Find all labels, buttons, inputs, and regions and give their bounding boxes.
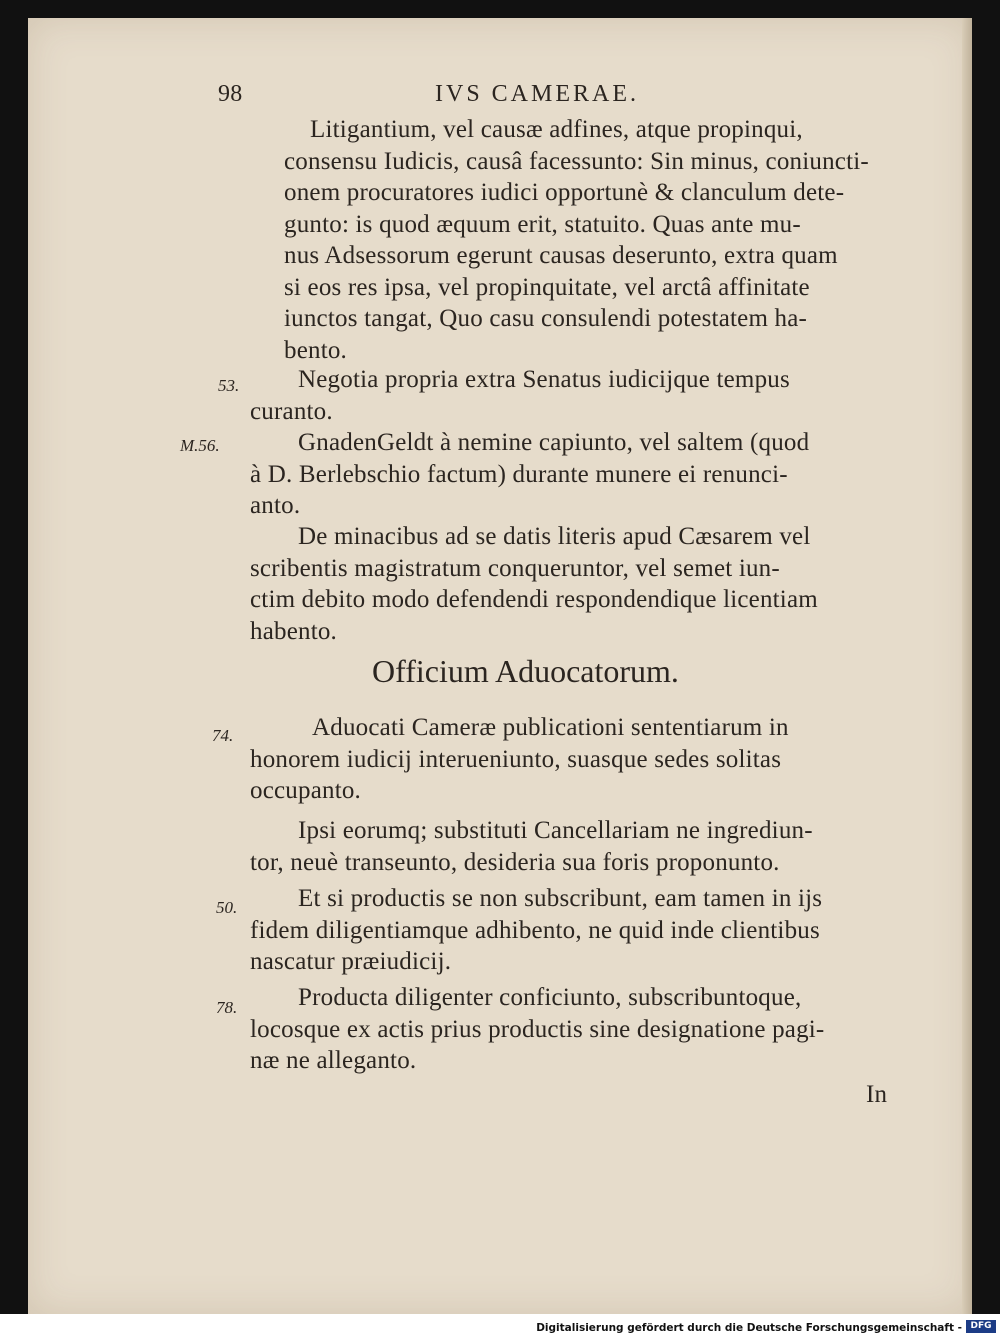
digitization-credit: Digitalisierung gefördert durch die Deutsche Forschungsgemeinschaft - <box>536 1322 962 1334</box>
text-line: Negotia propria extra Senatus iudicijque tempus <box>298 366 790 393</box>
text-line: si eos res ipsa, vel propinquitate, vel arctâ affinitate <box>284 273 810 301</box>
text-line: Et si productis se non subscribunt, eam tamen in ijs <box>298 885 823 912</box>
text-line: consensu Iudicis, causâ facessunto: Sin minus, coniuncti- <box>284 147 869 175</box>
paragraph <box>250 883 822 978</box>
text-line: habento. <box>250 617 337 645</box>
paragraph <box>284 114 869 366</box>
text-line: locosque ex actis prius productis sine designatione pagi- <box>250 1015 825 1043</box>
page-edge <box>962 18 972 1314</box>
text-line: scribentis magistratum conqueruntor, vel semet iun- <box>250 554 780 582</box>
text-line: GnadenGeldt à nemine capiunto, vel saltem (quod <box>298 429 810 456</box>
page-number: 98 <box>218 81 243 107</box>
dfg-logo: DFG <box>966 1320 996 1333</box>
text-line: Ipsi eorumq; substituti Cancellariam ne ingrediun- <box>298 817 813 844</box>
text-line: curanto. <box>250 397 333 425</box>
paragraph <box>250 815 813 878</box>
margin-note: 78. <box>216 998 238 1017</box>
margin-note: M.56. <box>180 436 220 455</box>
text-line: onem procuratores iudici opportunè & clanculum dete- <box>284 179 845 206</box>
margin-note: 74. <box>212 726 234 745</box>
text-line: nascatur præiudicij. <box>250 948 452 975</box>
text-line: honorem iudicij interueniunto, suasque sedes solitas <box>250 745 782 773</box>
catchword: In <box>866 1081 888 1108</box>
text-line: nus Adsessorum egerunt causas deserunto, extra quam <box>284 242 838 269</box>
paragraph <box>250 521 818 647</box>
text-line: De minacibus ad se datis literis apud Cæsarem vel <box>298 523 811 550</box>
text-line: à D. Berlebschio factum) durante munere ei renunci- <box>250 460 788 488</box>
paragraph <box>250 427 809 522</box>
text-line: tor, neuè transeunto, desideria sua foris proponunto. <box>250 848 780 876</box>
section-title: Officium Aduocatorum. <box>372 653 679 689</box>
running-head: IVS CAMERAE. <box>435 81 640 107</box>
text-line: fidem diligentiamque adhibento, ne quid inde clientibus <box>250 916 820 944</box>
margin-note: 53. <box>218 376 240 395</box>
text-line: gunto: is quod æquum erit, statuito. Quas ante mu- <box>284 210 801 238</box>
page-header <box>0 79 1000 109</box>
text-line: ctim debito modo defendendi respondendique licentiam <box>250 586 818 613</box>
text-line: occupanto. <box>250 777 361 804</box>
margin-note: 50. <box>216 898 238 917</box>
text-line: iunctos tangat, Quo casu consulendi potestatem ha- <box>284 305 808 332</box>
paragraph <box>250 982 824 1077</box>
paragraph <box>250 364 790 427</box>
text-line: Producta diligenter conficiunto, subscribuntoque, <box>298 984 802 1011</box>
text-line: bento. <box>284 336 347 364</box>
paragraph <box>250 712 789 807</box>
text-line: næ ne alleganto. <box>250 1047 417 1074</box>
text-line: Litigantium, vel causæ adfines, atque propinqui, <box>310 116 803 143</box>
text-line: anto. <box>250 492 301 519</box>
text-line: Aduocati Cameræ publicationi sententiarum in <box>312 714 789 741</box>
